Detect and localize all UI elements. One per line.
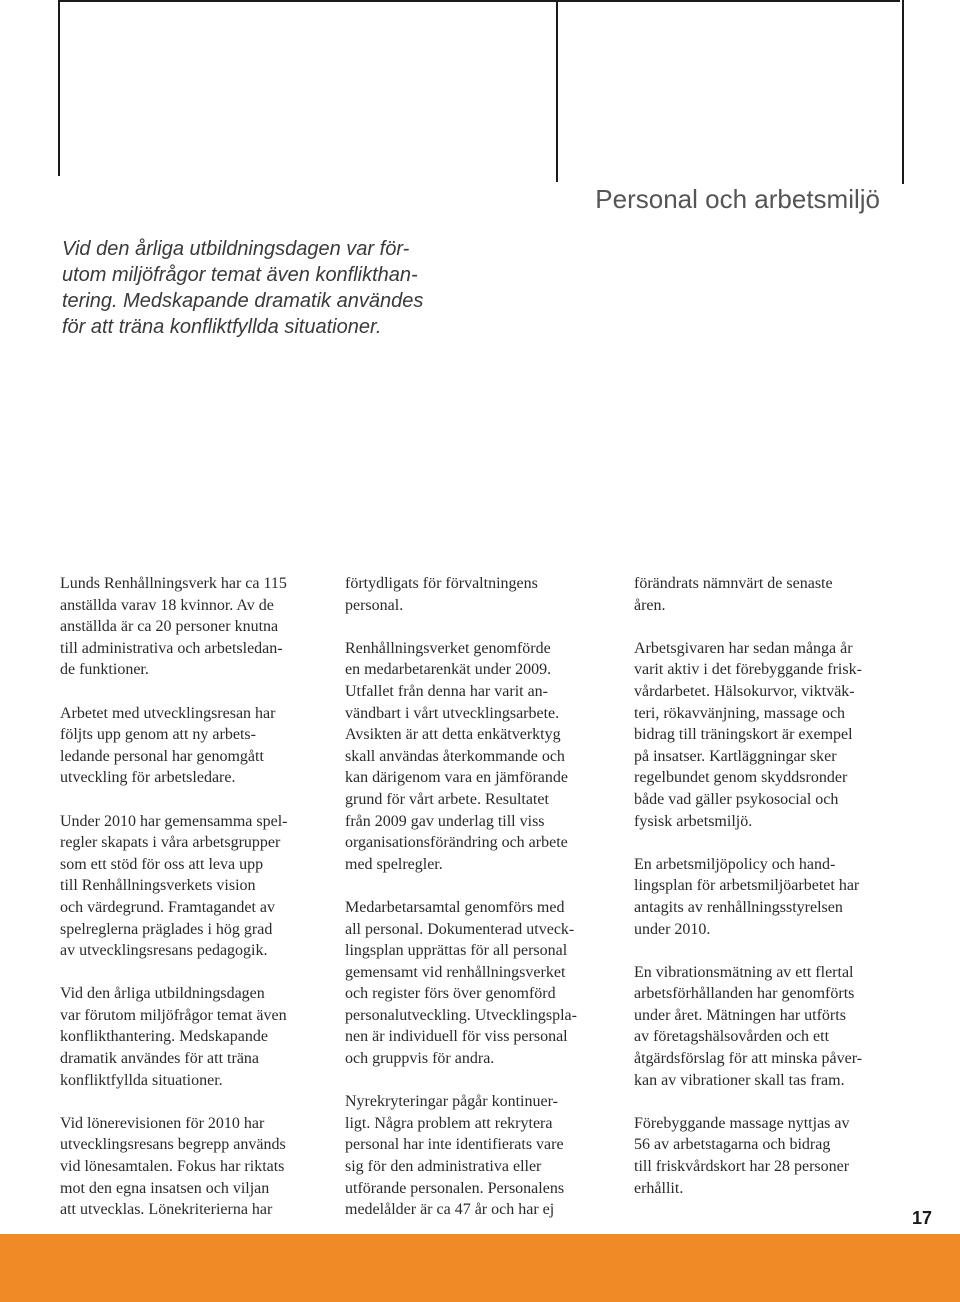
text-line: lingsplan upprättas för all personal — [345, 942, 568, 960]
text-line: Vid den årliga utbildningsdagen — [60, 985, 265, 1003]
paragraph — [634, 573, 909, 616]
right-rule — [902, 0, 904, 184]
text-line: skall användas återkommande och — [345, 747, 565, 765]
text-line: ledande personal har genomgått — [60, 747, 264, 765]
text-line: Arbetsgivaren har sedan många år — [634, 639, 853, 657]
text-line: att utvecklas. Lönekriterierna har — [60, 1201, 273, 1219]
text-line: anställda är ca 20 personer knutna — [60, 618, 279, 636]
text-line: åtgärdsförslag för att minska påver- — [634, 1050, 863, 1068]
pull-quote-line: för att träna konfliktfyllda situationer. — [62, 316, 382, 338]
text-line: ligt. Några problem att rekrytera — [345, 1114, 553, 1132]
text-line: av företagshälsovården och ett — [634, 1028, 830, 1046]
text-line: förtydligats för förvaltningens — [345, 575, 538, 592]
text-line: gemensamt vid renhållningsverket — [345, 963, 566, 981]
text-line: regelbundet genom skyddsronder — [634, 769, 848, 787]
text-line: vändbart i vårt utvecklingsarbete. — [345, 704, 560, 722]
text-line: som ett stöd för oss att leva upp — [60, 855, 264, 873]
pull-quote-line: Vid den årliga utbildningsdagen var för- — [62, 238, 410, 260]
text-line: regler skapats i våra arbetsgrupper — [60, 834, 281, 852]
text-line: Medarbetarsamtal genomförs med — [345, 898, 565, 916]
text-line: all personal. Dokumenterad utveck- — [345, 920, 575, 938]
text-line: personal har inte identifierats vare — [345, 1136, 564, 1154]
section-title: Personal och arbetsmiljö — [595, 184, 880, 214]
text-line: Vid lönerevisionen för 2010 har — [60, 1114, 265, 1132]
text-line: utvecklingsresans begrepp används — [60, 1136, 286, 1154]
text-line: Arbetet med utvecklingsresan har — [60, 704, 276, 722]
text-line: grund för vårt arbete. Resultatet — [345, 790, 549, 808]
paragraph — [345, 1091, 615, 1221]
text-line: både vad gäller psykosocial och — [634, 790, 839, 808]
text-line: personalutveckling. Utvecklingspla- — [345, 1006, 577, 1024]
text-line: Renhållningsverket genomförde — [345, 639, 551, 657]
pull-quote-line: tering. Medskapande dramatik användes — [62, 290, 424, 312]
text-line: till friskvårdskort har 28 personer — [634, 1158, 850, 1176]
text-line: av utvecklingsresans pedagogik. — [60, 942, 268, 960]
text-line: antagits av renhållningsstyrelsen — [634, 898, 843, 916]
paragraph — [634, 962, 909, 1092]
text-line: vid lönesamtalen. Fokus har riktats — [60, 1158, 285, 1176]
paragraph — [60, 573, 330, 681]
pull-quote-line: utom miljöfrågor temat även konflikthan- — [62, 264, 418, 286]
body-column-1 — [60, 573, 330, 1242]
text-line: teri, rökavvänjning, massage och — [634, 704, 846, 722]
text-line: förändrats nämnvärt de senaste — [634, 575, 833, 592]
text-line: organisationsförändring och arbete — [345, 834, 568, 852]
text-line: under 2010. — [634, 920, 711, 938]
text-line: under året. Mätningen har utförts — [634, 1006, 846, 1024]
text-line: 56 av arbetstagarna och bidrag — [634, 1136, 831, 1154]
page-number: 17 — [911, 1208, 932, 1228]
text-line: erhållit. — [634, 1179, 684, 1197]
text-line: Avsikten är att detta enkätverktyg — [345, 726, 561, 744]
text-line: varit aktiv i det förebyggande frisk- — [634, 661, 862, 679]
left-rule — [58, 0, 60, 176]
paragraph — [345, 573, 615, 616]
text-line: spelreglerna präglades i hög grad — [60, 920, 273, 938]
text-line: konfliktfyllda situationer. — [60, 1071, 223, 1089]
text-line: kan därigenom vara en jämförande — [345, 769, 569, 787]
text-line: konflikthantering. Medskapande — [60, 1028, 268, 1046]
text-line: En arbetsmiljöpolicy och hand- — [634, 855, 836, 873]
text-line: kan av vibrationer skall tas fram. — [634, 1071, 845, 1089]
text-line: Utfallet från denna har varit an- — [345, 682, 549, 700]
text-line: sig för den administrativa eller — [345, 1158, 542, 1176]
text-line: Lunds Renhållningsverk har ca 115 — [60, 575, 287, 592]
text-line: bidrag till träningskort är exempel — [634, 726, 853, 744]
text-line: Under 2010 har gemensamma spel- — [60, 812, 288, 830]
paragraph — [60, 703, 330, 789]
text-line: åren. — [634, 596, 666, 614]
paragraph — [345, 638, 615, 876]
top-rule — [58, 0, 900, 2]
text-line: var förutom miljöfrågor temat även — [60, 1006, 287, 1024]
text-line: en medarbetarenkät under 2009. — [345, 661, 552, 679]
text-line: till Renhållningsverkets vision — [60, 877, 256, 895]
text-line: vårdarbetet. Hälsokurvor, viktväk- — [634, 682, 855, 700]
paragraph — [345, 897, 615, 1070]
paragraph — [60, 1113, 330, 1221]
text-line: utförande personalen. Personalens — [345, 1179, 565, 1197]
middle-rule — [556, 0, 558, 182]
pull-quote — [62, 236, 482, 340]
text-line: Förebyggande massage nyttjas av — [634, 1114, 850, 1132]
text-line: på insatser. Kartläggningar sker — [634, 747, 837, 765]
text-line: dramatik användes för att träna — [60, 1050, 260, 1068]
text-line: och värdegrund. Framtagandet av — [60, 898, 276, 916]
text-line: nen är individuell för viss personal — [345, 1028, 568, 1046]
paragraph — [60, 811, 330, 962]
text-line: de funktioner. — [60, 661, 149, 679]
text-line: och gruppvis för andra. — [345, 1050, 495, 1068]
text-line: från 2009 gav underlag till viss — [345, 812, 545, 830]
footer-bar — [0, 1234, 960, 1302]
text-line: fysisk arbetsmiljö. — [634, 812, 753, 830]
paragraph — [634, 854, 909, 940]
paragraph — [60, 983, 330, 1091]
text-line: arbetsförhållanden har genomförts — [634, 985, 855, 1003]
body-column-3 — [634, 573, 909, 1221]
body-column-2 — [345, 573, 615, 1242]
paragraph — [634, 1113, 909, 1199]
text-line: med spelregler. — [345, 855, 443, 873]
text-line: till administrativa och arbetsledan- — [60, 639, 283, 657]
text-line: Nyrekryteringar pågår kontinuer- — [345, 1093, 558, 1111]
text-line: anställda varav 18 kvinnor. Av de — [60, 596, 274, 614]
text-line: och register förs över genomförd — [345, 985, 556, 1003]
text-line: följts upp genom att ny arbets- — [60, 726, 256, 744]
text-line: En vibrationsmätning av ett flertal — [634, 963, 854, 981]
text-line: utveckling för arbetsledare. — [60, 769, 236, 787]
text-line: mot den egna insatsen och viljan — [60, 1179, 270, 1197]
paragraph — [634, 638, 909, 832]
text-line: lingsplan för arbetsmiljöarbetet har — [634, 877, 860, 895]
text-line: medelålder är ca 47 år och har ej — [345, 1201, 555, 1219]
text-line: personal. — [345, 596, 404, 614]
